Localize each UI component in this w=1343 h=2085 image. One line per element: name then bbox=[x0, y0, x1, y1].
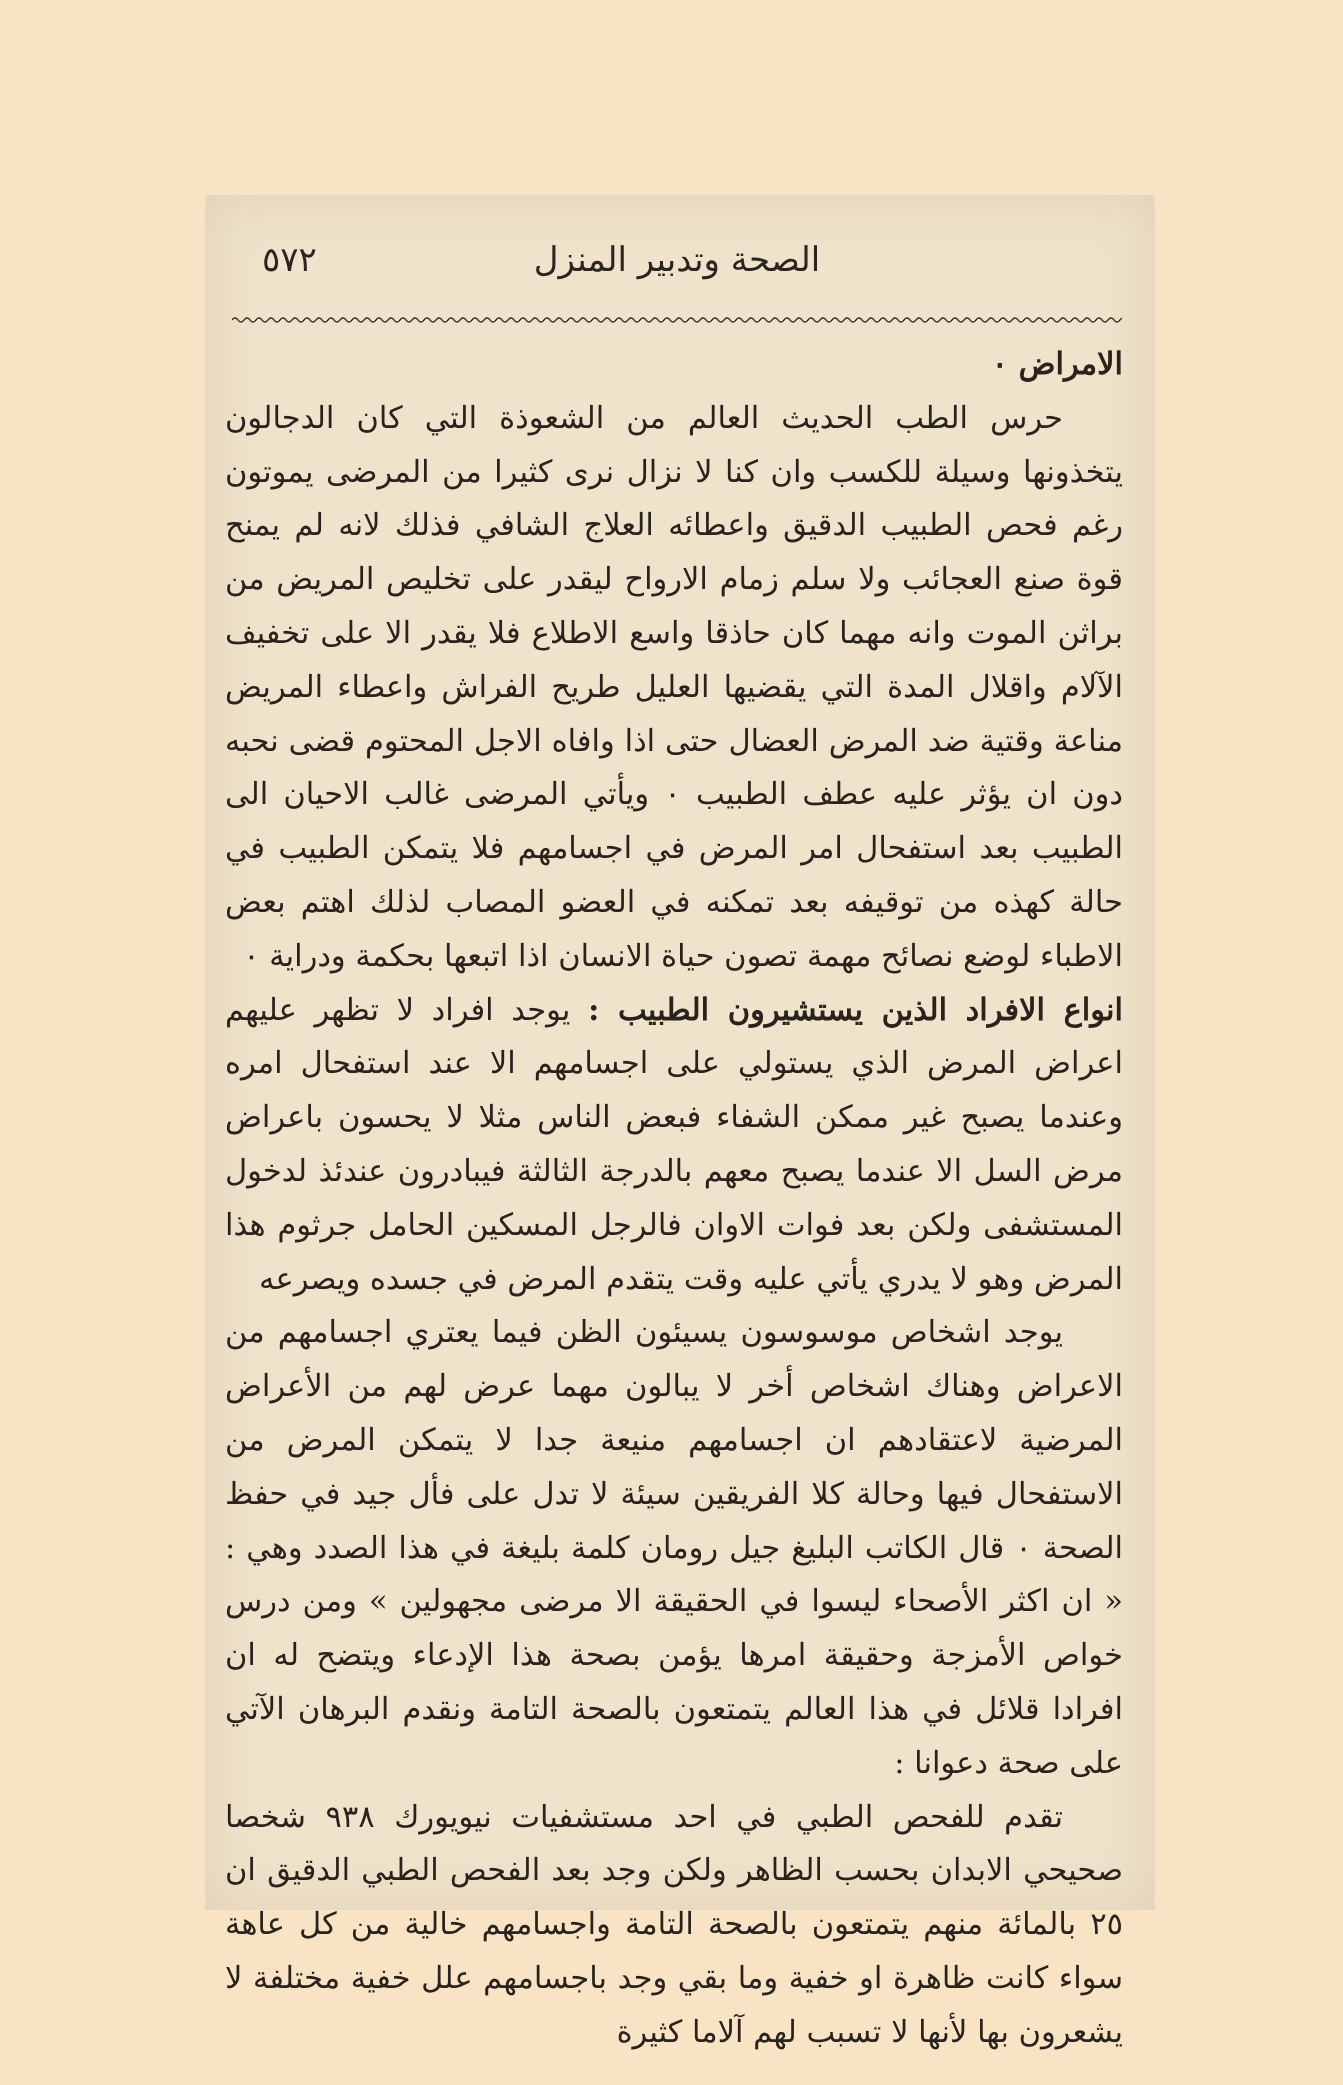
page-title: الصحة وتدبير المنزل bbox=[533, 240, 821, 280]
section-heading-diseases: الامراض ٠ bbox=[991, 346, 1123, 382]
page-body bbox=[225, 338, 1123, 2060]
page-header bbox=[232, 232, 1122, 292]
wavy-divider bbox=[232, 314, 1122, 326]
section-heading-types: انواع الافراد الذين يستشيرون الطبيب : bbox=[588, 991, 1123, 1028]
paragraph-types-text: يوجد افراد لا تظهر عليهم اعراض المرض الذي يستولي على اجسامهم الا عند استفحال امره وعندما يصبح غير ممكن الشفاء فبعض الناس مثلا لا يحسون باعراض مرض السل الا عندما يصبح معهم بالدرجة الثالثة فيبادرون عندئذ لدخول المستشفى ولكن بعد فوات الاوان فالرجل المسكين الحامل جرثوم هذا المرض وهو لا يدري يأتي عليه وقت يتقدم المرض في جسده ويصرعه bbox=[225, 992, 1123, 1297]
paragraph-newyork: تقدم للفحص الطبي في احد مستشفيات نيويورك ٩٣٨ شخصا صحيحي الابدان بحسب الظاهر ولكن وجد بعد الفحص الطبي الدقيق ان ٢٥ بالمائة منهم يتمتعون بالصحة التامة واجسامهم خالية من كل عاهة سواء كانت ظاهرة او خفية وما بقي وجد باجسامهم علل خفية مختلفة لا يشعرون بها لأنها لا تسبب لهم آلاما كثيرة bbox=[225, 1799, 1123, 2050]
paragraph-anxious: يوجد اشخاص موسوسون يسيئون الظن فيما يعتري اجسامهم من الاعراض وهناك اشخاص أخر لا يبالون مهما عرض لهم من الأعراض المرضية لاعتقادهم ان اجسامهم منيعة جدا لا يتمكن المرض من الاستفحال فيها وحالة كلا الفريقين سيئة لا تدل على فأل جيد في حفظ الصحة ٠ قال الكاتب البليغ جيل رومان كلمة بليغة في هذا الصدد وهي : « ان اكثر الأصحاء ليسوا في الحقيقة الا مرضى مجهولين » ومن درس خواص الأمزجة وحقيقة امرها يؤمن بصحة هذا الإدعاء ويتضح له ان افرادا قلائل في هذا العالم يتمتعون بالصحة التامة ونقدم البرهان الآتي على صحة دعوانا : bbox=[225, 1315, 1123, 1781]
paragraph-types bbox=[225, 984, 1123, 1307]
paragraph-intro: حرس الطب الحديث العالم من الشعوذة التي كان الدجالون يتخذونها وسيلة للكسب وان كنا لا نزال نرى كثيرا من المرضى يموتون رغم فحص الطبيب الدقيق واعطائه العلاج الشافي فذلك لانه لم يمنح قوة صنع العجائب ولا سلم زمام الارواح ليقدر على تخليص المريض من براثن الموت وانه مهما كان حاذقا واسع الاطلاع فلا يقدر الا على تخفيف الآلام واقلال المدة التي يقضيها العليل طريح الفراش واعطاء المريض مناعة وقتية ضد المرض العضال حتى اذا وافاه الاجل المحتوم قضى نحبه دون ان يؤثر عليه عطف الطبيب ٠ ويأتي المرضى غالب الاحيان الى الطبيب بعد استفحال امر المرض في اجسامهم فلا يتمكن الطبيب في حالة كهذه من توقيفه بعد تمكنه في العضو المصاب لذلك اهتم بعض الاطباء لوضع نصائح مهمة تصون حياة الانسان اذا اتبعها بحكمة ودراية ٠ bbox=[225, 400, 1123, 974]
page-number: ٥٧٢ bbox=[262, 240, 317, 280]
